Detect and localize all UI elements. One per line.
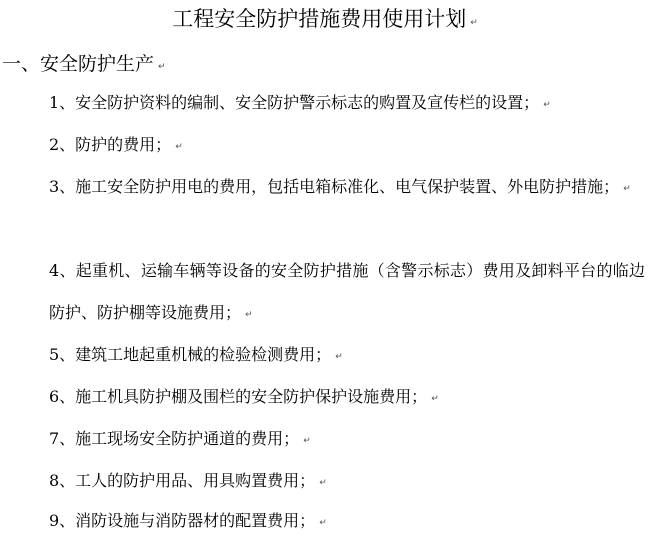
paragraph-mark-icon: ↵: [431, 394, 439, 404]
list-item-5: [49, 334, 645, 378]
list-item-7: [49, 418, 645, 462]
list-item-1: [49, 82, 645, 126]
paragraph-mark-icon: ↵: [245, 310, 253, 320]
paragraph-mark-icon: ↵: [158, 62, 166, 72]
paragraph-mark-icon: ↵: [319, 518, 327, 528]
document-title: [0, 4, 650, 38]
list-item-text: 3、施工安全防护用电的费用，包括电箱标准化、电气保护装置、外电防护措施；: [49, 177, 620, 196]
paragraph-mark-icon: ↵: [623, 184, 631, 194]
section-heading-text: 一、安全防护生产: [2, 53, 155, 75]
paragraph-mark-icon: ↵: [175, 142, 183, 152]
list-item-text: 6、施工机具防护棚及围栏的安全防护保护设施费用；: [49, 387, 428, 406]
paragraph-mark-icon: ↵: [543, 100, 551, 110]
list-item-9: [49, 500, 645, 544]
paragraph-mark-icon: ↵: [319, 478, 327, 488]
list-item-text: 9、消防设施与消防器材的配置费用；: [49, 511, 316, 530]
list-item-text: 7、施工现场安全防护通道的费用；: [49, 429, 300, 448]
list-item-2: [49, 124, 645, 168]
paragraph-mark-icon: ↵: [470, 18, 478, 28]
list-item-text: 5、建筑工地起重机械的检验检测费用；: [49, 345, 332, 364]
section-heading: [2, 49, 166, 82]
list-item-text: 4、起重机、运输车辆等设备的安全防护措施（含警示标志）费用及卸料平台的临边防护、防护棚等设施费用；: [49, 261, 645, 322]
paragraph-mark-icon: ↵: [335, 352, 343, 362]
list-item-text: 8、工人的防护用品、用具购置费用；: [49, 471, 316, 490]
list-item-text: 1、安全防护资料的编制、安全防护警示标志的购置及宣传栏的设置；: [49, 93, 540, 112]
list-item-4: [49, 250, 645, 336]
list-item-6: [49, 376, 645, 420]
list-item-8: [49, 460, 645, 504]
list-item-3: [49, 166, 645, 210]
document-title-text: 工程安全防护措施费用使用计划: [172, 7, 467, 31]
paragraph-mark-icon: ↵: [303, 436, 311, 446]
list-item-text: 2、防护的费用；: [49, 135, 172, 154]
